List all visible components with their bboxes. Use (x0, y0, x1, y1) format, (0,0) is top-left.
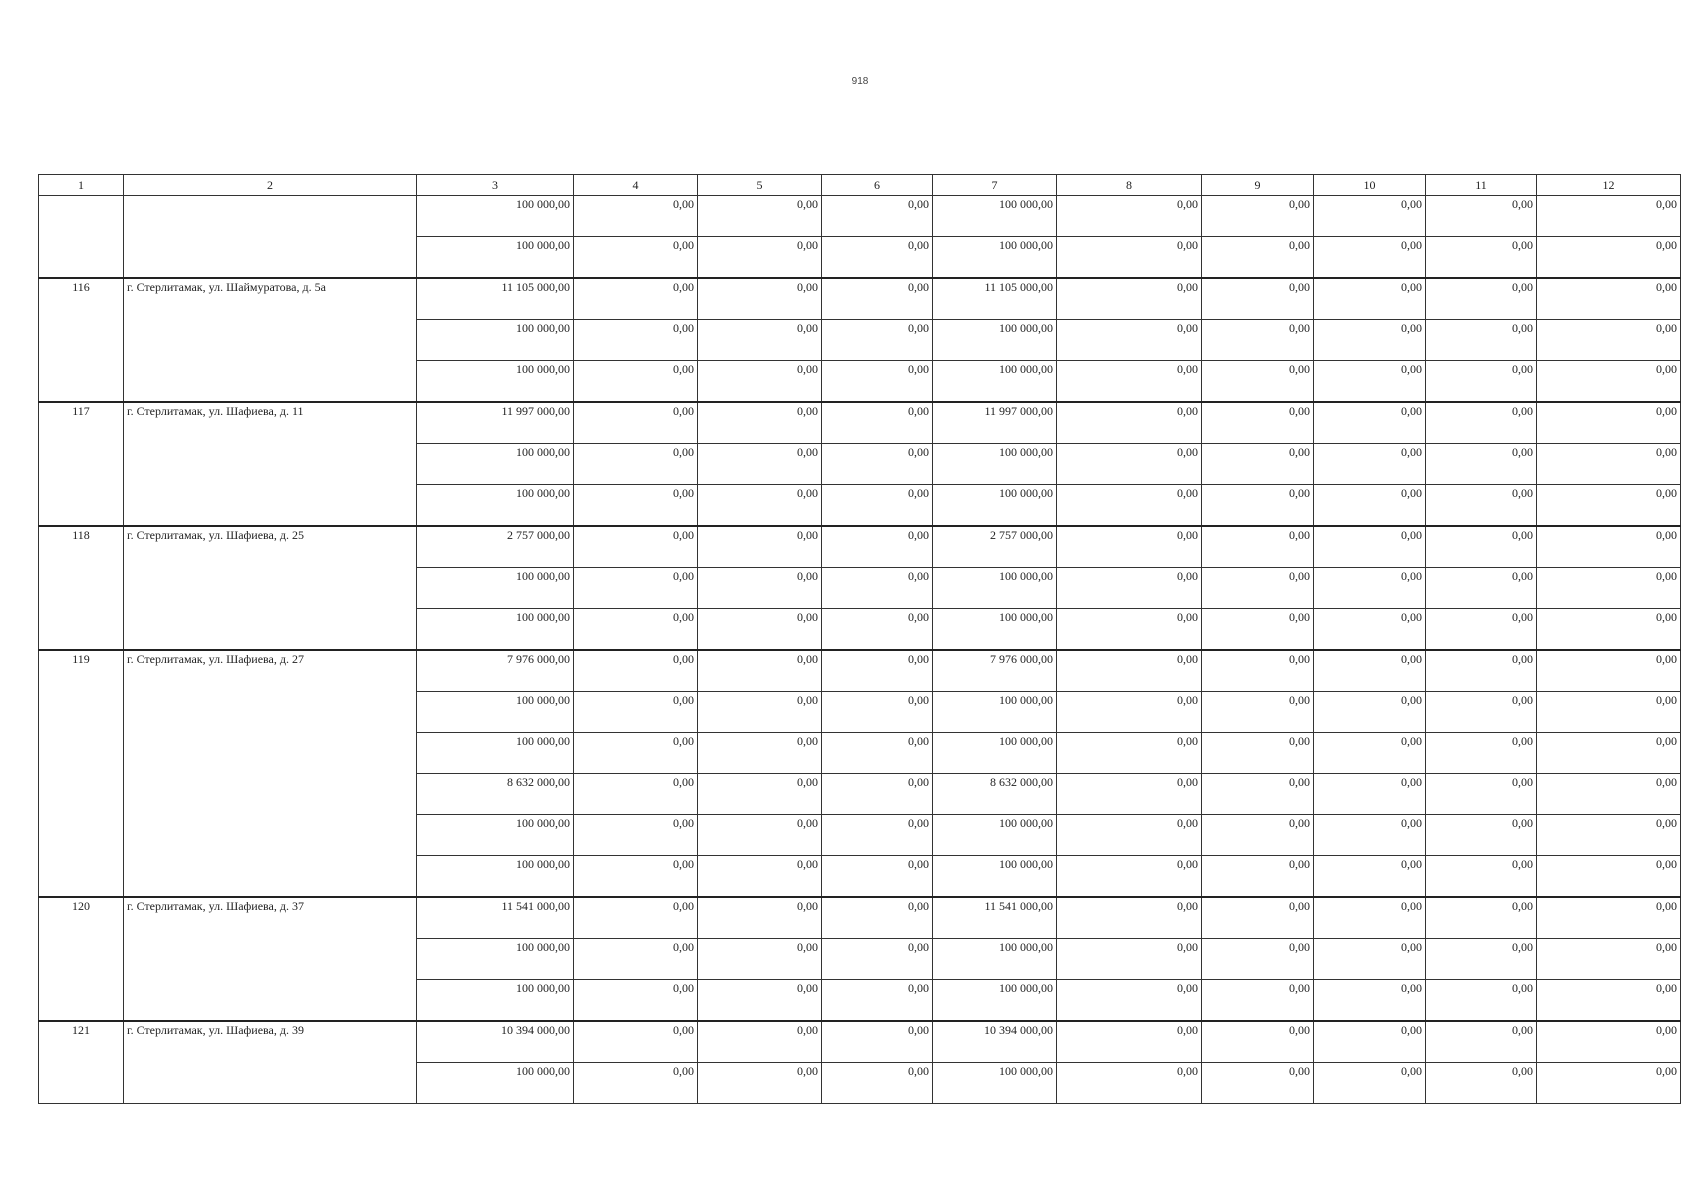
amount-cell-col-3: 10 394 000,00 (417, 1021, 574, 1063)
amount-cell-col-11: 0,00 (1426, 1021, 1537, 1063)
row-number-cell: 116 (39, 278, 124, 402)
amount-cell-col-11: 0,00 (1426, 526, 1537, 568)
amount-cell-col-5: 0,00 (698, 980, 822, 1022)
amount-cell-col-6: 0,00 (822, 444, 933, 485)
amount-cell-col-9: 0,00 (1202, 650, 1314, 692)
amount-cell-col-3: 100 000,00 (417, 568, 574, 609)
amount-cell-col-8: 0,00 (1057, 692, 1202, 733)
amount-cell-col-12: 0,00 (1537, 568, 1681, 609)
amount-cell-col-4: 0,00 (574, 568, 698, 609)
amount-cell-col-9: 0,00 (1202, 815, 1314, 856)
column-number-5: 5 (698, 175, 822, 196)
amount-cell-col-7: 100 000,00 (933, 609, 1057, 651)
amount-cell-col-8: 0,00 (1057, 1063, 1202, 1104)
column-number-11: 11 (1426, 175, 1537, 196)
amount-cell-col-6: 0,00 (822, 278, 933, 320)
amount-cell-col-10: 0,00 (1314, 897, 1426, 939)
amount-cell-col-12: 0,00 (1537, 980, 1681, 1022)
amount-cell-col-6: 0,00 (822, 361, 933, 403)
amount-cell-col-9: 0,00 (1202, 196, 1314, 237)
amount-cell-col-6: 0,00 (822, 1021, 933, 1063)
amount-cell-col-4: 0,00 (574, 815, 698, 856)
amount-cell-col-3: 100 000,00 (417, 856, 574, 898)
amount-cell-col-8: 0,00 (1057, 1021, 1202, 1063)
amount-cell-col-9: 0,00 (1202, 609, 1314, 651)
amount-cell-col-9: 0,00 (1202, 1021, 1314, 1063)
amount-cell-col-10: 0,00 (1314, 939, 1426, 980)
amount-cell-col-7: 11 105 000,00 (933, 278, 1057, 320)
amount-cell-col-12: 0,00 (1537, 774, 1681, 815)
amount-cell-col-12: 0,00 (1537, 278, 1681, 320)
amount-cell-col-4: 0,00 (574, 774, 698, 815)
page-number: 918 (851, 76, 869, 87)
amount-cell-col-5: 0,00 (698, 609, 822, 651)
amount-cell-col-8: 0,00 (1057, 897, 1202, 939)
amount-cell-col-4: 0,00 (574, 1063, 698, 1104)
amount-cell-col-10: 0,00 (1314, 815, 1426, 856)
amount-cell-col-3: 8 632 000,00 (417, 774, 574, 815)
amount-cell-col-12: 0,00 (1537, 692, 1681, 733)
row-number-cell: 119 (39, 650, 124, 897)
amount-cell-col-7: 100 000,00 (933, 320, 1057, 361)
amount-cell-col-9: 0,00 (1202, 774, 1314, 815)
amount-cell-col-10: 0,00 (1314, 568, 1426, 609)
amount-cell-col-7: 11 997 000,00 (933, 402, 1057, 444)
amount-cell-col-11: 0,00 (1426, 692, 1537, 733)
address-cell: г. Стерлитамак, ул. Шафиева, д. 37 (124, 897, 417, 1021)
amount-cell-col-5: 0,00 (698, 774, 822, 815)
amount-cell-col-12: 0,00 (1537, 609, 1681, 651)
amount-cell-col-9: 0,00 (1202, 733, 1314, 774)
amount-cell-col-12: 0,00 (1537, 939, 1681, 980)
amount-cell-col-10: 0,00 (1314, 237, 1426, 279)
amount-cell-col-9: 0,00 (1202, 278, 1314, 320)
amount-cell-col-12: 0,00 (1537, 196, 1681, 237)
amount-cell-col-5: 0,00 (698, 692, 822, 733)
amount-cell-col-7: 100 000,00 (933, 485, 1057, 527)
row-number-cell (39, 196, 124, 279)
amount-cell-col-10: 0,00 (1314, 402, 1426, 444)
amount-cell-col-5: 0,00 (698, 815, 822, 856)
amount-cell-col-6: 0,00 (822, 320, 933, 361)
amount-cell-col-5: 0,00 (698, 733, 822, 774)
amount-cell-col-11: 0,00 (1426, 815, 1537, 856)
amount-cell-col-11: 0,00 (1426, 361, 1537, 403)
amount-cell-col-6: 0,00 (822, 815, 933, 856)
amount-cell-col-11: 0,00 (1426, 897, 1537, 939)
amount-cell-col-11: 0,00 (1426, 402, 1537, 444)
amount-cell-col-11: 0,00 (1426, 856, 1537, 898)
amount-cell-col-7: 100 000,00 (933, 733, 1057, 774)
amount-cell-col-8: 0,00 (1057, 526, 1202, 568)
amount-cell-col-11: 0,00 (1426, 196, 1537, 237)
amount-cell-col-8: 0,00 (1057, 609, 1202, 651)
amount-cell-col-5: 0,00 (698, 1021, 822, 1063)
column-number-9: 9 (1202, 175, 1314, 196)
amount-cell-col-6: 0,00 (822, 774, 933, 815)
amount-cell-col-9: 0,00 (1202, 444, 1314, 485)
amount-cell-col-6: 0,00 (822, 733, 933, 774)
amount-cell-col-5: 0,00 (698, 939, 822, 980)
amount-cell-col-5: 0,00 (698, 361, 822, 403)
amount-cell-col-4: 0,00 (574, 897, 698, 939)
amount-cell-col-3: 100 000,00 (417, 733, 574, 774)
amount-cell-col-10: 0,00 (1314, 278, 1426, 320)
column-number-6: 6 (822, 175, 933, 196)
amount-cell-col-6: 0,00 (822, 402, 933, 444)
amount-cell-col-10: 0,00 (1314, 444, 1426, 485)
amount-cell-col-3: 7 976 000,00 (417, 650, 574, 692)
amount-cell-col-7: 100 000,00 (933, 856, 1057, 898)
table-body (39, 175, 1681, 1104)
amount-cell-col-11: 0,00 (1426, 485, 1537, 527)
address-cell: г. Стерлитамак, ул. Шафиева, д. 11 (124, 402, 417, 526)
amount-cell-col-12: 0,00 (1537, 485, 1681, 527)
amount-cell-col-4: 0,00 (574, 980, 698, 1022)
amount-cell-col-4: 0,00 (574, 692, 698, 733)
amount-cell-col-3: 2 757 000,00 (417, 526, 574, 568)
amount-cell-col-9: 0,00 (1202, 568, 1314, 609)
amount-cell-col-9: 0,00 (1202, 897, 1314, 939)
amount-cell-col-4: 0,00 (574, 278, 698, 320)
column-number-1: 1 (39, 175, 124, 196)
amount-cell-col-12: 0,00 (1537, 897, 1681, 939)
address-cell: г. Стерлитамак, ул. Шафиева, д. 27 (124, 650, 417, 897)
amount-cell-col-8: 0,00 (1057, 237, 1202, 279)
amount-cell-col-7: 11 541 000,00 (933, 897, 1057, 939)
amount-cell-col-4: 0,00 (574, 320, 698, 361)
amount-cell-col-4: 0,00 (574, 361, 698, 403)
amount-cell-col-6: 0,00 (822, 1063, 933, 1104)
amount-cell-col-8: 0,00 (1057, 568, 1202, 609)
amount-cell-col-10: 0,00 (1314, 733, 1426, 774)
amount-cell-col-11: 0,00 (1426, 980, 1537, 1022)
column-number-4: 4 (574, 175, 698, 196)
amount-cell-col-8: 0,00 (1057, 980, 1202, 1022)
amount-cell-col-8: 0,00 (1057, 856, 1202, 898)
column-number-8: 8 (1057, 175, 1202, 196)
amount-cell-col-10: 0,00 (1314, 980, 1426, 1022)
table-row (39, 1021, 1681, 1063)
amount-cell-col-10: 0,00 (1314, 526, 1426, 568)
register-table (38, 174, 1681, 1104)
amount-cell-col-9: 0,00 (1202, 856, 1314, 898)
amount-cell-col-11: 0,00 (1426, 237, 1537, 279)
amount-cell-col-7: 100 000,00 (933, 1063, 1057, 1104)
amount-cell-col-12: 0,00 (1537, 444, 1681, 485)
amount-cell-col-3: 100 000,00 (417, 815, 574, 856)
amount-cell-col-10: 0,00 (1314, 485, 1426, 527)
amount-cell-col-11: 0,00 (1426, 320, 1537, 361)
amount-cell-col-12: 0,00 (1537, 1021, 1681, 1063)
amount-cell-col-10: 0,00 (1314, 856, 1426, 898)
amount-cell-col-4: 0,00 (574, 444, 698, 485)
amount-cell-col-6: 0,00 (822, 856, 933, 898)
amount-cell-col-5: 0,00 (698, 485, 822, 527)
row-number-cell: 118 (39, 526, 124, 650)
amount-cell-col-8: 0,00 (1057, 650, 1202, 692)
amount-cell-col-3: 100 000,00 (417, 237, 574, 279)
amount-cell-col-12: 0,00 (1537, 815, 1681, 856)
amount-cell-col-3: 100 000,00 (417, 939, 574, 980)
amount-cell-col-12: 0,00 (1537, 361, 1681, 403)
amount-cell-col-6: 0,00 (822, 568, 933, 609)
amount-cell-col-5: 0,00 (698, 402, 822, 444)
amount-cell-col-3: 100 000,00 (417, 361, 574, 403)
amount-cell-col-7: 2 757 000,00 (933, 526, 1057, 568)
table-row (39, 196, 1681, 237)
amount-cell-col-5: 0,00 (698, 278, 822, 320)
amount-cell-col-9: 0,00 (1202, 402, 1314, 444)
amount-cell-col-6: 0,00 (822, 485, 933, 527)
amount-cell-col-11: 0,00 (1426, 939, 1537, 980)
amount-cell-col-4: 0,00 (574, 650, 698, 692)
amount-cell-col-5: 0,00 (698, 196, 822, 237)
amount-cell-col-9: 0,00 (1202, 939, 1314, 980)
amount-cell-col-10: 0,00 (1314, 1021, 1426, 1063)
amount-cell-col-5: 0,00 (698, 320, 822, 361)
amount-cell-col-5: 0,00 (698, 526, 822, 568)
amount-cell-col-3: 100 000,00 (417, 196, 574, 237)
column-number-12: 12 (1537, 175, 1681, 196)
amount-cell-col-6: 0,00 (822, 897, 933, 939)
amount-cell-col-12: 0,00 (1537, 650, 1681, 692)
amount-cell-col-6: 0,00 (822, 692, 933, 733)
amount-cell-col-11: 0,00 (1426, 1063, 1537, 1104)
amount-cell-col-10: 0,00 (1314, 196, 1426, 237)
amount-cell-col-9: 0,00 (1202, 526, 1314, 568)
column-number-3: 3 (417, 175, 574, 196)
amount-cell-col-7: 100 000,00 (933, 444, 1057, 485)
column-number-10: 10 (1314, 175, 1426, 196)
amount-cell-col-10: 0,00 (1314, 320, 1426, 361)
amount-cell-col-11: 0,00 (1426, 278, 1537, 320)
column-number-2: 2 (124, 175, 417, 196)
amount-cell-col-8: 0,00 (1057, 361, 1202, 403)
table-row (39, 402, 1681, 444)
table-row (39, 526, 1681, 568)
amount-cell-col-4: 0,00 (574, 485, 698, 527)
amount-cell-col-3: 11 105 000,00 (417, 278, 574, 320)
amount-cell-col-8: 0,00 (1057, 939, 1202, 980)
amount-cell-col-4: 0,00 (574, 856, 698, 898)
amount-cell-col-7: 8 632 000,00 (933, 774, 1057, 815)
amount-cell-col-8: 0,00 (1057, 278, 1202, 320)
amount-cell-col-6: 0,00 (822, 526, 933, 568)
amount-cell-col-4: 0,00 (574, 939, 698, 980)
amount-cell-col-5: 0,00 (698, 650, 822, 692)
amount-cell-col-9: 0,00 (1202, 692, 1314, 733)
amount-cell-col-9: 0,00 (1202, 980, 1314, 1022)
amount-cell-col-3: 100 000,00 (417, 692, 574, 733)
amount-cell-col-5: 0,00 (698, 237, 822, 279)
amount-cell-col-11: 0,00 (1426, 733, 1537, 774)
amount-cell-col-4: 0,00 (574, 402, 698, 444)
amount-cell-col-7: 100 000,00 (933, 980, 1057, 1022)
amount-cell-col-7: 100 000,00 (933, 939, 1057, 980)
amount-cell-col-6: 0,00 (822, 939, 933, 980)
amount-cell-col-11: 0,00 (1426, 609, 1537, 651)
amount-cell-col-8: 0,00 (1057, 485, 1202, 527)
amount-cell-col-7: 100 000,00 (933, 692, 1057, 733)
amount-cell-col-6: 0,00 (822, 609, 933, 651)
amount-cell-col-8: 0,00 (1057, 196, 1202, 237)
amount-cell-col-4: 0,00 (574, 526, 698, 568)
amount-cell-col-4: 0,00 (574, 237, 698, 279)
amount-cell-col-6: 0,00 (822, 196, 933, 237)
amount-cell-col-11: 0,00 (1426, 774, 1537, 815)
amount-cell-col-10: 0,00 (1314, 361, 1426, 403)
amount-cell-col-12: 0,00 (1537, 402, 1681, 444)
amount-cell-col-12: 0,00 (1537, 856, 1681, 898)
amount-cell-col-7: 100 000,00 (933, 237, 1057, 279)
amount-cell-col-3: 100 000,00 (417, 1063, 574, 1104)
amount-cell-col-7: 100 000,00 (933, 196, 1057, 237)
amount-cell-col-8: 0,00 (1057, 774, 1202, 815)
amount-cell-col-8: 0,00 (1057, 320, 1202, 361)
amount-cell-col-3: 11 997 000,00 (417, 402, 574, 444)
amount-cell-col-3: 100 000,00 (417, 609, 574, 651)
amount-cell-col-7: 100 000,00 (933, 361, 1057, 403)
amount-cell-col-9: 0,00 (1202, 237, 1314, 279)
amount-cell-col-5: 0,00 (698, 1063, 822, 1104)
amount-cell-col-7: 100 000,00 (933, 568, 1057, 609)
amount-cell-col-12: 0,00 (1537, 733, 1681, 774)
amount-cell-col-11: 0,00 (1426, 568, 1537, 609)
amount-cell-col-7: 10 394 000,00 (933, 1021, 1057, 1063)
amount-cell-col-5: 0,00 (698, 568, 822, 609)
address-cell: г. Стерлитамак, ул. Шаймуратова, д. 5а (124, 278, 417, 402)
row-number-cell: 117 (39, 402, 124, 526)
table-row (39, 278, 1681, 320)
amount-cell-col-5: 0,00 (698, 856, 822, 898)
amount-cell-col-3: 100 000,00 (417, 980, 574, 1022)
amount-cell-col-11: 0,00 (1426, 650, 1537, 692)
table-row (39, 897, 1681, 939)
amount-cell-col-10: 0,00 (1314, 609, 1426, 651)
amount-cell-col-6: 0,00 (822, 237, 933, 279)
amount-cell-col-12: 0,00 (1537, 526, 1681, 568)
amount-cell-col-9: 0,00 (1202, 485, 1314, 527)
row-number-cell: 121 (39, 1021, 124, 1104)
amount-cell-col-3: 100 000,00 (417, 485, 574, 527)
amount-cell-col-4: 0,00 (574, 196, 698, 237)
amount-cell-col-8: 0,00 (1057, 733, 1202, 774)
table-row (39, 650, 1681, 692)
address-cell (124, 196, 417, 279)
amount-cell-col-7: 100 000,00 (933, 815, 1057, 856)
amount-cell-col-8: 0,00 (1057, 402, 1202, 444)
amount-cell-col-9: 0,00 (1202, 1063, 1314, 1104)
column-number-7: 7 (933, 175, 1057, 196)
amount-cell-col-3: 100 000,00 (417, 444, 574, 485)
row-number-cell: 120 (39, 897, 124, 1021)
address-cell: г. Стерлитамак, ул. Шафиева, д. 39 (124, 1021, 417, 1104)
amount-cell-col-9: 0,00 (1202, 361, 1314, 403)
amount-cell-col-12: 0,00 (1537, 320, 1681, 361)
amount-cell-col-11: 0,00 (1426, 444, 1537, 485)
amount-cell-col-10: 0,00 (1314, 692, 1426, 733)
amount-cell-col-4: 0,00 (574, 609, 698, 651)
amount-cell-col-3: 100 000,00 (417, 320, 574, 361)
amount-cell-col-8: 0,00 (1057, 815, 1202, 856)
address-cell: г. Стерлитамак, ул. Шафиева, д. 25 (124, 526, 417, 650)
amount-cell-col-8: 0,00 (1057, 444, 1202, 485)
amount-cell-col-9: 0,00 (1202, 320, 1314, 361)
amount-cell-col-5: 0,00 (698, 897, 822, 939)
amount-cell-col-10: 0,00 (1314, 774, 1426, 815)
amount-cell-col-7: 7 976 000,00 (933, 650, 1057, 692)
amount-cell-col-12: 0,00 (1537, 237, 1681, 279)
amount-cell-col-6: 0,00 (822, 980, 933, 1022)
amount-cell-col-4: 0,00 (574, 733, 698, 774)
amount-cell-col-12: 0,00 (1537, 1063, 1681, 1104)
amount-cell-col-5: 0,00 (698, 444, 822, 485)
amount-cell-col-6: 0,00 (822, 650, 933, 692)
amount-cell-col-4: 0,00 (574, 1021, 698, 1063)
amount-cell-col-3: 11 541 000,00 (417, 897, 574, 939)
amount-cell-col-10: 0,00 (1314, 650, 1426, 692)
column-number-row (39, 175, 1681, 196)
amount-cell-col-10: 0,00 (1314, 1063, 1426, 1104)
